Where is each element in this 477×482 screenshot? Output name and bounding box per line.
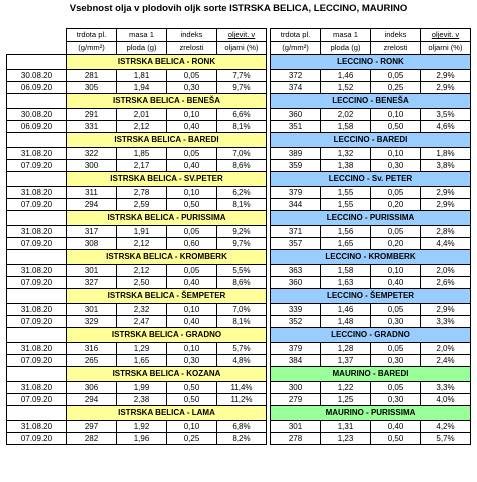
left-value-cell: 317 [67, 226, 117, 238]
left-value-cell: 0,50 [167, 199, 217, 211]
right-value-cell: 1,63 [321, 277, 371, 289]
right-value-cell: 0,05 [371, 382, 421, 394]
right-value-cell: 371 [271, 226, 321, 238]
section-label-right: LECCINO - BAREDI [271, 133, 471, 148]
right-value-cell: 1,52 [321, 82, 371, 94]
right-value-cell: 1,55 [321, 199, 371, 211]
date-cell: 31.08.20 [7, 382, 67, 394]
left-value-cell: 1,99 [117, 382, 167, 394]
date-cell: 07.09.20 [7, 238, 67, 250]
right-value-cell: 1,46 [321, 304, 371, 316]
right-value-cell: 0,30 [371, 160, 421, 172]
header-cell: trdota pl. [271, 29, 321, 42]
left-value-cell: 7,0% [217, 304, 267, 316]
section-row [7, 211, 471, 226]
right-value-cell: 3,5% [421, 109, 471, 121]
right-value-cell: 2,0% [421, 265, 471, 277]
section-label-left: ISTRSKA BELICA - KOZANA [67, 367, 267, 382]
table-row [7, 121, 471, 133]
right-value-cell: 0,05 [371, 343, 421, 355]
table-row [7, 109, 471, 121]
right-value-cell: 379 [271, 343, 321, 355]
header-cell: ploda (g) [321, 42, 371, 55]
header-cell: oljarni (%) [421, 42, 471, 55]
right-value-cell: 279 [271, 394, 321, 406]
section-empty-cell [7, 133, 67, 148]
left-value-cell: 4,8% [217, 355, 267, 367]
date-cell: 07.09.20 [7, 160, 67, 172]
date-cell: 30.08.20 [7, 109, 67, 121]
section-empty-cell [7, 367, 67, 382]
table-row [7, 421, 471, 433]
left-value-cell: 8,1% [217, 121, 267, 133]
date-cell: 30.08.20 [7, 70, 67, 82]
left-value-cell: 281 [67, 70, 117, 82]
left-value-cell: 301 [67, 265, 117, 277]
left-value-cell: 294 [67, 199, 117, 211]
section-row [7, 250, 471, 265]
left-value-cell: 322 [67, 148, 117, 160]
right-value-cell: 4,2% [421, 421, 471, 433]
left-value-cell: 0,40 [167, 121, 217, 133]
left-value-cell: 5,7% [217, 343, 267, 355]
section-empty-cell [7, 406, 67, 421]
left-value-cell: 294 [67, 394, 117, 406]
right-value-cell: 389 [271, 148, 321, 160]
right-value-cell: 4,4% [421, 238, 471, 250]
header-cell: masa 1 [321, 29, 371, 42]
left-value-cell: 9,2% [217, 226, 267, 238]
header-row-2 [7, 42, 471, 55]
right-value-cell: 1,38 [321, 160, 371, 172]
table-row [7, 238, 471, 250]
right-value-cell: 0,50 [371, 121, 421, 133]
header-cell: indeks [371, 29, 421, 42]
left-value-cell: 327 [67, 277, 117, 289]
left-value-cell: 0,40 [167, 316, 217, 328]
left-value-cell: 0,30 [167, 82, 217, 94]
date-cell: 31.08.20 [7, 148, 67, 160]
right-value-cell: 363 [271, 265, 321, 277]
right-value-cell: 360 [271, 277, 321, 289]
date-cell: 31.08.20 [7, 304, 67, 316]
section-label-right: LECCINO - ŠEMPETER [271, 289, 471, 304]
table-row [7, 277, 471, 289]
table-row [7, 343, 471, 355]
right-value-cell: 0,40 [371, 421, 421, 433]
table-row [7, 199, 471, 211]
right-value-cell: 384 [271, 355, 321, 367]
left-value-cell: 0,60 [167, 238, 217, 250]
left-value-cell: 265 [67, 355, 117, 367]
header-cell: trdota pl. [67, 29, 117, 42]
right-value-cell: 3,8% [421, 160, 471, 172]
left-value-cell: 0,50 [167, 394, 217, 406]
header-cell: masa 1 [117, 29, 167, 42]
right-value-cell: 0,10 [371, 265, 421, 277]
left-value-cell: 0,10 [167, 187, 217, 199]
oil-content-table [6, 28, 471, 445]
right-value-cell: 1,58 [321, 121, 371, 133]
section-row [7, 406, 471, 421]
right-value-cell: 4,0% [421, 394, 471, 406]
right-value-cell: 5,7% [421, 433, 471, 445]
left-value-cell: 316 [67, 343, 117, 355]
left-value-cell: 2,78 [117, 187, 167, 199]
left-value-cell: 300 [67, 160, 117, 172]
table-row [7, 70, 471, 82]
right-value-cell: 1,65 [321, 238, 371, 250]
left-value-cell: 0,50 [167, 382, 217, 394]
left-value-cell: 8,2% [217, 433, 267, 445]
right-value-cell: 1,48 [321, 316, 371, 328]
section-label-right: LECCINO - RONK [271, 55, 471, 70]
section-empty-cell [7, 55, 67, 70]
right-value-cell: 0,05 [371, 70, 421, 82]
left-value-cell: 9,7% [217, 82, 267, 94]
date-cell: 31.08.20 [7, 265, 67, 277]
right-value-cell: 1,8% [421, 148, 471, 160]
table-body [7, 29, 471, 445]
right-value-cell: 372 [271, 70, 321, 82]
left-value-cell: 0,05 [167, 226, 217, 238]
table-row [7, 382, 471, 394]
left-value-cell: 0,25 [167, 433, 217, 445]
table-row [7, 226, 471, 238]
right-value-cell: 0,20 [371, 199, 421, 211]
left-value-cell: 1,65 [117, 355, 167, 367]
date-cell: 31.08.20 [7, 421, 67, 433]
right-value-cell: 0,30 [371, 394, 421, 406]
section-label-right: LECCINO - GRADNO [271, 328, 471, 343]
left-value-cell: 1,91 [117, 226, 167, 238]
left-value-cell: 8,1% [217, 316, 267, 328]
right-value-cell: 1,55 [321, 187, 371, 199]
header-cell: (g/mm²) [67, 42, 117, 55]
left-value-cell: 0,40 [167, 277, 217, 289]
left-value-cell: 1,85 [117, 148, 167, 160]
left-value-cell: 331 [67, 121, 117, 133]
left-value-cell: 329 [67, 316, 117, 328]
left-value-cell: 306 [67, 382, 117, 394]
section-row [7, 367, 471, 382]
right-value-cell: 0,20 [371, 238, 421, 250]
right-value-cell: 374 [271, 82, 321, 94]
header-empty-cell [7, 29, 67, 42]
table-row [7, 187, 471, 199]
right-value-cell: 0,05 [371, 304, 421, 316]
right-value-cell: 339 [271, 304, 321, 316]
left-value-cell: 8,1% [217, 199, 267, 211]
right-value-cell: 0,25 [371, 82, 421, 94]
left-value-cell: 2,17 [117, 160, 167, 172]
table-row [7, 304, 471, 316]
right-value-cell: 3,3% [421, 382, 471, 394]
right-value-cell: 0,10 [371, 148, 421, 160]
right-value-cell: 352 [271, 316, 321, 328]
left-value-cell: 2,32 [117, 304, 167, 316]
section-label-left: ISTRSKA BELICA - BENEŠA [67, 94, 267, 109]
section-row [7, 289, 471, 304]
left-value-cell: 2,12 [117, 238, 167, 250]
right-value-cell: 0,30 [371, 316, 421, 328]
header-cell: indeks [167, 29, 217, 42]
right-value-cell: 1,28 [321, 343, 371, 355]
right-value-cell: 0,10 [371, 109, 421, 121]
table-row [7, 82, 471, 94]
left-value-cell: 1,81 [117, 70, 167, 82]
left-value-cell: 1,29 [117, 343, 167, 355]
left-value-cell: 6,8% [217, 421, 267, 433]
section-empty-cell [7, 328, 67, 343]
table-row [7, 265, 471, 277]
header-cell: ploda (g) [117, 42, 167, 55]
right-value-cell: 1,22 [321, 382, 371, 394]
section-empty-cell [7, 172, 67, 187]
right-value-cell: 2,4% [421, 355, 471, 367]
right-value-cell: 2,02 [321, 109, 371, 121]
section-empty-cell [7, 250, 67, 265]
header-cell: (g/mm²) [271, 42, 321, 55]
right-value-cell: 2,9% [421, 70, 471, 82]
section-row [7, 328, 471, 343]
date-cell: 07.09.20 [7, 394, 67, 406]
right-value-cell: 357 [271, 238, 321, 250]
section-label-right: LECCINO - PURISSIMA [271, 211, 471, 226]
table-row [7, 316, 471, 328]
left-value-cell: 0,05 [167, 148, 217, 160]
left-value-cell: 1,94 [117, 82, 167, 94]
left-value-cell: 2,50 [117, 277, 167, 289]
section-label-left: ISTRSKA BELICA - LAMA [67, 406, 267, 421]
left-value-cell: 0,10 [167, 343, 217, 355]
left-value-cell: 0,05 [167, 265, 217, 277]
right-value-cell: 2,6% [421, 277, 471, 289]
right-value-cell: 2,9% [421, 187, 471, 199]
table-row [7, 355, 471, 367]
section-label-right: LECCINO - KROMBERK [271, 250, 471, 265]
date-cell: 31.08.20 [7, 343, 67, 355]
header-cell: zrelosti [371, 42, 421, 55]
left-value-cell: 297 [67, 421, 117, 433]
date-cell: 06.09.20 [7, 82, 67, 94]
left-value-cell: 2,12 [117, 121, 167, 133]
left-value-cell: 1,92 [117, 421, 167, 433]
table-row [7, 433, 471, 445]
left-value-cell: 7,7% [217, 70, 267, 82]
section-label-right: LECCINO - BENEŠA [271, 94, 471, 109]
left-value-cell: 2,01 [117, 109, 167, 121]
date-cell: 07.09.20 [7, 316, 67, 328]
left-value-cell: 0,30 [167, 355, 217, 367]
left-value-cell: 291 [67, 109, 117, 121]
header-cell: oljevit. v [217, 29, 267, 42]
left-value-cell: 8,6% [217, 160, 267, 172]
right-value-cell: 1,25 [321, 394, 371, 406]
section-label-right: MAURINO - PURISSIMA [271, 406, 471, 421]
right-value-cell: 0,05 [371, 226, 421, 238]
left-value-cell: 0,10 [167, 421, 217, 433]
date-cell: 06.09.20 [7, 121, 67, 133]
right-value-cell: 360 [271, 109, 321, 121]
section-label-left: ISTRSKA BELICA - ŠEMPETER [67, 289, 267, 304]
left-value-cell: 308 [67, 238, 117, 250]
table-row [7, 148, 471, 160]
section-label-left: ISTRSKA BELICA - GRADNO [67, 328, 267, 343]
date-cell: 31.08.20 [7, 187, 67, 199]
left-value-cell: 11,4% [217, 382, 267, 394]
right-value-cell: 359 [271, 160, 321, 172]
section-label-left: ISTRSKA BELICA - PURISSIMA [67, 211, 267, 226]
right-value-cell: 0,40 [371, 277, 421, 289]
left-value-cell: 0,10 [167, 109, 217, 121]
right-value-cell: 2,8% [421, 226, 471, 238]
left-value-cell: 311 [67, 187, 117, 199]
section-row [7, 94, 471, 109]
left-value-cell: 0,10 [167, 304, 217, 316]
left-value-cell: 2,59 [117, 199, 167, 211]
date-cell: 07.09.20 [7, 355, 67, 367]
left-value-cell: 2,12 [117, 265, 167, 277]
left-value-cell: 2,47 [117, 316, 167, 328]
section-row [7, 172, 471, 187]
date-cell: 31.08.20 [7, 226, 67, 238]
left-value-cell: 8,6% [217, 277, 267, 289]
right-value-cell: 2,9% [421, 199, 471, 211]
right-value-cell: 3,3% [421, 316, 471, 328]
right-value-cell: 1,37 [321, 355, 371, 367]
left-value-cell: 9,7% [217, 238, 267, 250]
date-cell: 07.09.20 [7, 199, 67, 211]
left-value-cell: 0,05 [167, 70, 217, 82]
section-label-left: ISTRSKA BELICA - SV.PETER [67, 172, 267, 187]
left-value-cell: 1,96 [117, 433, 167, 445]
section-empty-cell [7, 211, 67, 226]
right-value-cell: 379 [271, 187, 321, 199]
header-cell: zrelosti [167, 42, 217, 55]
left-value-cell: 7,0% [217, 148, 267, 160]
right-value-cell: 1,46 [321, 70, 371, 82]
section-empty-cell [7, 94, 67, 109]
right-value-cell: 2,9% [421, 82, 471, 94]
header-row-1 [7, 29, 471, 42]
left-value-cell: 5,5% [217, 265, 267, 277]
left-value-cell: 6,6% [217, 109, 267, 121]
right-value-cell: 2,0% [421, 343, 471, 355]
right-value-cell: 0,30 [371, 355, 421, 367]
section-row [7, 133, 471, 148]
right-value-cell: 1,58 [321, 265, 371, 277]
date-cell: 07.09.20 [7, 433, 67, 445]
section-label-left: ISTRSKA BELICA - RONK [67, 55, 267, 70]
left-value-cell: 6,2% [217, 187, 267, 199]
date-cell: 07.09.20 [7, 277, 67, 289]
header-empty-cell [7, 42, 67, 55]
section-empty-cell [7, 289, 67, 304]
right-value-cell: 344 [271, 199, 321, 211]
left-value-cell: 282 [67, 433, 117, 445]
header-cell: oljarni (%) [217, 42, 267, 55]
left-value-cell: 301 [67, 304, 117, 316]
right-value-cell: 278 [271, 433, 321, 445]
right-value-cell: 0,50 [371, 433, 421, 445]
header-cell: oljevit. v [421, 29, 471, 42]
right-value-cell: 301 [271, 421, 321, 433]
section-label-left: ISTRSKA BELICA - BAREDI [67, 133, 267, 148]
table-row [7, 160, 471, 172]
right-value-cell: 351 [271, 121, 321, 133]
left-value-cell: 2,38 [117, 394, 167, 406]
section-label-left: ISTRSKA BELICA - KROMBERK [67, 250, 267, 265]
left-value-cell: 0,40 [167, 160, 217, 172]
right-value-cell: 1,56 [321, 226, 371, 238]
right-value-cell: 2,9% [421, 304, 471, 316]
left-value-cell: 305 [67, 82, 117, 94]
right-value-cell: 0,05 [371, 187, 421, 199]
right-value-cell: 4,6% [421, 121, 471, 133]
section-label-right: MAURINO - BAREDI [271, 367, 471, 382]
table-row [7, 394, 471, 406]
right-value-cell: 1,32 [321, 148, 371, 160]
right-value-cell: 1,31 [321, 421, 371, 433]
right-value-cell: 300 [271, 382, 321, 394]
page-title: Vsebnost olja v plodovih oljk sorte ISTRSKA BELICA, LECCINO, MAURINO [69, 3, 408, 14]
left-value-cell: 11,2% [217, 394, 267, 406]
right-value-cell: 1,23 [321, 433, 371, 445]
section-row [7, 55, 471, 70]
section-label-right: LECCINO - Sv. PETER [271, 172, 471, 187]
